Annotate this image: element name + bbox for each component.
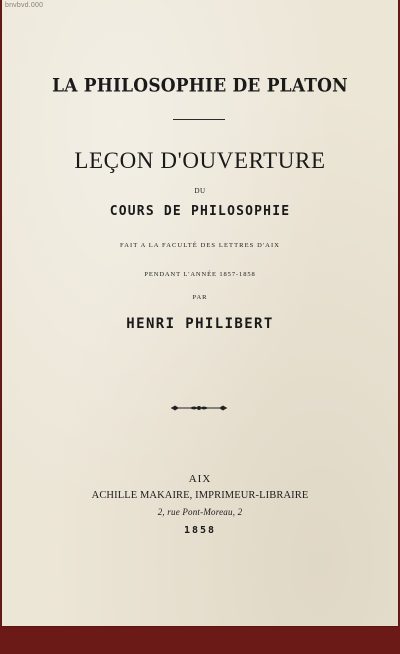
imprint-printer: ACHILLE MAKAIRE, IMPRIMEUR-LIBRAIRE — [91, 490, 309, 501]
year-line: PENDANT L'ANNÉE 1857-1858 — [144, 271, 256, 278]
faculty-line: FAIT A LA FACULTÉ DES LETTRES D'AIX — [119, 242, 281, 249]
imprint-address: 2, rue Pont-Moreau, 2 — [157, 507, 243, 517]
lecture-heading: LEÇON D'OUVERTURE — [74, 148, 326, 173]
course-title: COURS DE PHILOSOPHIE — [109, 204, 291, 219]
imprint-year: 1858 — [183, 525, 217, 536]
title-page — [2, 0, 398, 626]
book-title: LA PHILOSOPHIE DE PLATON — [52, 74, 348, 98]
imprint-city: AIX — [188, 473, 212, 485]
par-label: PAR — [192, 294, 208, 301]
ornament-divider-icon — [170, 403, 228, 413]
author-name: HENRI PHILIBERT — [126, 316, 274, 332]
corner-tag: bnvbvd.000 — [5, 2, 44, 9]
title-rule — [173, 119, 225, 120]
du-label: DU — [194, 187, 206, 195]
